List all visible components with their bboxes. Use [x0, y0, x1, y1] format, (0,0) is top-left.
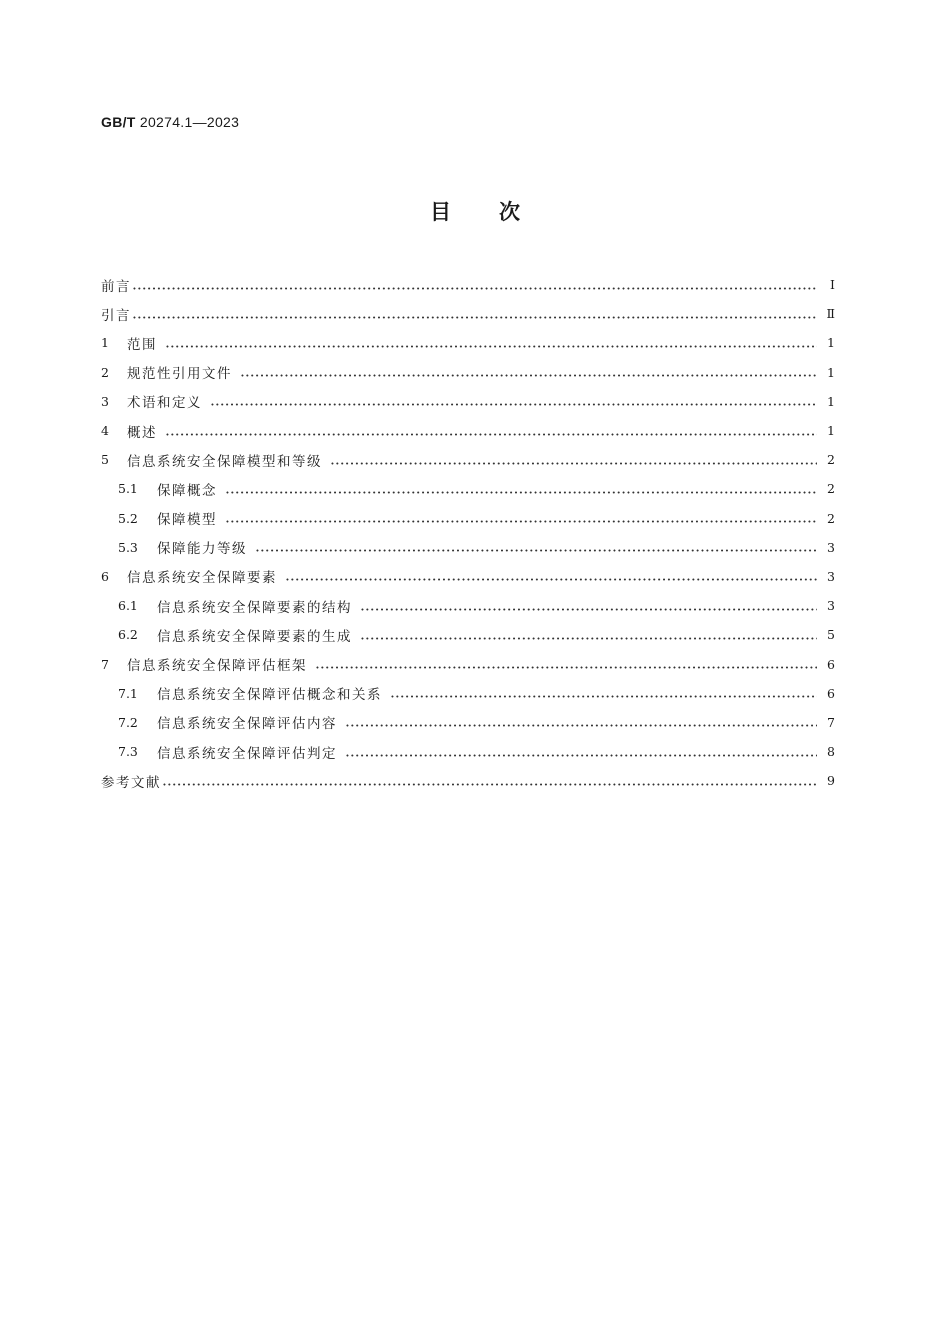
dot-leader — [240, 365, 817, 379]
toc-entry[interactable] — [101, 766, 835, 795]
dot-leader — [225, 482, 817, 496]
table-of-contents — [101, 270, 835, 795]
dot-leader — [165, 336, 817, 350]
standard-identifier — [101, 114, 239, 130]
toc-entry-title: 信息系统安全保障要素的生成 — [157, 628, 352, 645]
toc-entry-page-number: Ⅱ — [826, 306, 835, 322]
page-title: 目次 — [430, 200, 568, 224]
dot-leader — [165, 424, 817, 438]
toc-entry[interactable] — [101, 591, 835, 620]
toc-entry-number: 6.1 — [118, 598, 138, 614]
dot-leader — [285, 569, 817, 583]
toc-entry-title: 前言 — [101, 278, 131, 295]
toc-entry-number: 5.3 — [118, 539, 138, 555]
dot-leader — [162, 774, 817, 788]
toc-entry[interactable] — [101, 562, 835, 591]
toc-entry-title: 信息系统安全保障评估内容 — [157, 716, 337, 733]
toc-entry[interactable] — [101, 387, 835, 416]
toc-entry-number: 6 — [101, 568, 109, 584]
toc-entry-page-number: 7 — [827, 714, 835, 730]
toc-entry-page-number: 1 — [827, 364, 835, 380]
toc-entry-number: 7 — [101, 656, 109, 672]
toc-entry-number: 5.2 — [118, 510, 138, 526]
toc-entry[interactable] — [101, 270, 835, 299]
toc-entry-title: 信息系统安全保障评估概念和关系 — [157, 687, 382, 704]
toc-entry-page-number: 9 — [827, 773, 835, 789]
toc-entry-title: 概述 — [127, 424, 157, 441]
toc-entry-title: 引言 — [101, 307, 131, 324]
dot-leader — [132, 307, 817, 321]
dot-leader — [360, 628, 817, 642]
toc-entry-number: 7.3 — [118, 744, 138, 760]
toc-entry-title: 信息系统安全保障评估框架 — [127, 658, 307, 675]
toc-entry-page-number: 1 — [827, 335, 835, 351]
toc-entry[interactable] — [101, 649, 835, 678]
toc-entry[interactable] — [101, 620, 835, 649]
toc-entry-page-number: 1 — [827, 423, 835, 439]
toc-entry-title: 信息系统安全保障要素的结构 — [157, 599, 352, 616]
toc-entry[interactable] — [101, 299, 835, 328]
dot-leader — [255, 540, 817, 554]
toc-entry[interactable] — [101, 358, 835, 387]
toc-entry-page-number: 6 — [827, 656, 835, 672]
dot-leader — [315, 657, 817, 671]
standard-number: 20274.1—2023 — [139, 114, 240, 130]
dot-leader — [210, 394, 817, 408]
dot-leader — [330, 453, 817, 467]
toc-entry-title: 保障概念 — [157, 482, 217, 499]
toc-entry[interactable] — [101, 416, 835, 445]
toc-entry[interactable] — [101, 474, 835, 503]
standard-prefix: GB/T — [101, 114, 136, 130]
dot-leader — [345, 715, 817, 729]
toc-entry-title: 保障模型 — [157, 512, 217, 529]
toc-entry[interactable] — [101, 679, 835, 708]
toc-entry-page-number: 2 — [827, 481, 835, 497]
toc-entry-page-number: 2 — [827, 510, 835, 526]
toc-entry-title: 参考文献 — [101, 774, 161, 791]
toc-entry-page-number: Ⅰ — [830, 277, 835, 293]
dot-leader — [390, 686, 817, 700]
toc-entry-page-number: 8 — [827, 744, 835, 760]
dot-leader — [132, 278, 817, 292]
toc-entry-title: 规范性引用文件 — [127, 366, 232, 383]
toc-entry-number: 6.2 — [118, 627, 138, 643]
toc-entry-number: 2 — [101, 364, 109, 380]
dot-leader — [360, 599, 817, 613]
toc-entry-number: 3 — [101, 393, 109, 409]
toc-entry-number: 5.1 — [118, 481, 138, 497]
dot-leader — [225, 511, 817, 525]
toc-entry-page-number: 3 — [827, 539, 835, 555]
toc-entry-number: 7.2 — [118, 714, 138, 730]
toc-entry-title: 信息系统安全保障评估判定 — [157, 745, 337, 762]
toc-entry[interactable] — [101, 533, 835, 562]
toc-entry-title: 保障能力等级 — [157, 541, 247, 558]
toc-entry-title: 范围 — [127, 336, 157, 353]
toc-entry-number: 5 — [101, 452, 109, 468]
toc-entry-number: 1 — [101, 335, 109, 351]
toc-entry-title: 信息系统安全保障模型和等级 — [127, 453, 322, 470]
toc-entry-number: 7.1 — [118, 685, 138, 701]
toc-entry[interactable] — [101, 708, 835, 737]
toc-entry[interactable] — [101, 504, 835, 533]
toc-entry-title: 术语和定义 — [127, 395, 202, 412]
toc-entry[interactable] — [101, 445, 835, 474]
toc-entry-title: 信息系统安全保障要素 — [127, 570, 277, 587]
toc-entry-page-number: 5 — [827, 627, 835, 643]
toc-entry[interactable] — [101, 328, 835, 357]
toc-entry-page-number: 6 — [827, 685, 835, 701]
dot-leader — [345, 745, 817, 759]
toc-entry-number: 4 — [101, 423, 109, 439]
toc-entry[interactable] — [101, 737, 835, 766]
toc-entry-page-number: 2 — [827, 452, 835, 468]
toc-entry-page-number: 1 — [827, 393, 835, 409]
toc-entry-page-number: 3 — [827, 598, 835, 614]
toc-entry-page-number: 3 — [827, 568, 835, 584]
